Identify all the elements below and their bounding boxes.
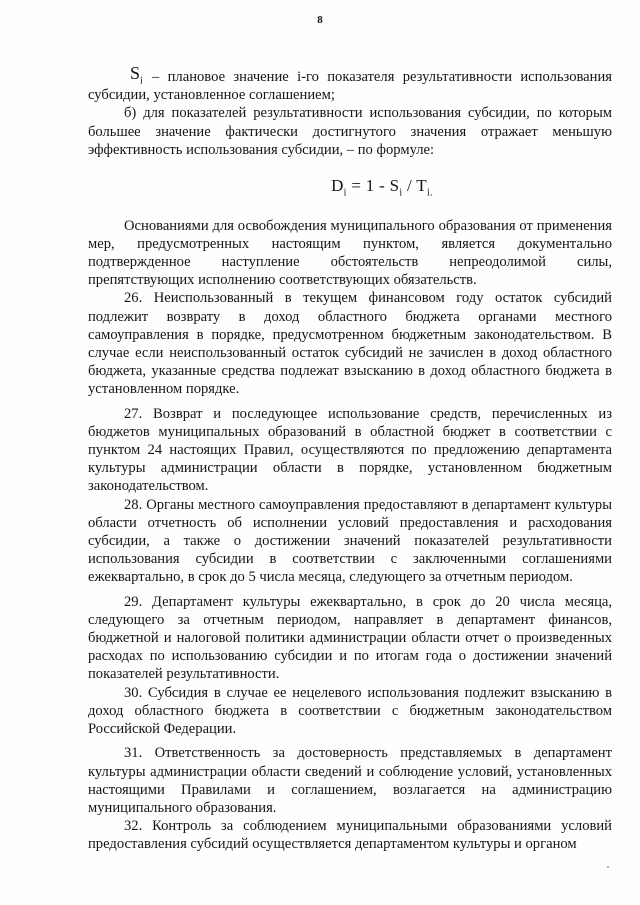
document-body bbox=[88, 63, 612, 854]
paragraph-31: 31. Ответственность за достоверность представляемых в департамент культуры администрации области сведений и соблюдение условий, установленных настоящими Правилами и соглашением, возлагается на администрацию муниципального образования. bbox=[88, 745, 612, 816]
paragraph-grounds: Основаниями для освобождения муниципального образования от применения мер, предусмотренных настоящим пунктом, является документально подтвержденное наступление обстоятельств непреодолимой силы, препятствующих исполнению соответствующих обязательств. bbox=[88, 217, 612, 289]
paragraph-b: б) для показателей результативности использования субсидии, по которым большее значение фактически достигнутого значения отражает меньшую эффективность использования субсидии, – по формуле: bbox=[88, 105, 612, 158]
si-symbol: $S_i$ bbox=[130, 63, 143, 87]
formula-di: $D_i = 1 - S_i / T_{i.}$ bbox=[331, 176, 433, 199]
paragraph-26: 26. Неиспользованный в текущем финансовом году остаток субсидий подлежит возврату в доход областного бюджета органами местного самоуправления в порядке, предусмотренном бюджетным законодательством. В случае если неиспользованный остаток субсидий не зачислен в доход областного бюджета, указанные средства подлежат взысканию в доход областного бюджета в установленном порядке. bbox=[88, 290, 612, 398]
paragraph-32: 32. Контроль за соблюдением муниципальными образованиями условий предоставления субсидий осуществляется департаментом культуры и органом bbox=[88, 818, 612, 853]
paragraph-30: 30. Субсидия в случае ее нецелевого использования подлежит взысканию в доход областного бюджета в соответствии с бюджетным законодательством Российской Федерации. bbox=[88, 684, 612, 738]
si-definition bbox=[88, 63, 612, 104]
paragraph-28: 28. Органы местного самоуправления предоставляют в департамент культуры области отчетность об исполнении условий предоставления и расходования субсидии, а также о достижении значений показателей результативности использования субсидии в соответствии с заключенными соглашениями ежеквартально, в срок до 5 числа месяца, следующего за отчетным периодом. bbox=[88, 496, 612, 586]
si-definition-text: – плановое значение i-го показателя результативности использования субсидии, установленное соглашением; bbox=[88, 69, 612, 104]
scan-dot bbox=[607, 866, 609, 868]
paragraph-29: 29. Департамент культуры ежеквартально, в срок до 20 числа месяца, следующего за отчетным периодом, направляет в департамент финансов, бюджетной и налоговой политики администрации области отчет о произведенных расходах по использованию субсидии и по итогам года о достижении значений показателей результативности. bbox=[88, 593, 612, 683]
paragraph-27: 27. Возврат и последующее использование средств, перечисленных из бюджетов муниципальных образований в областной бюджет в соответствии с пунктом 24 настоящих Правил, осуществляются по предложению департамента культуры администрации области в порядке, установленном бюджетным законодательством. bbox=[88, 405, 612, 495]
page-number: 8 bbox=[317, 14, 323, 26]
